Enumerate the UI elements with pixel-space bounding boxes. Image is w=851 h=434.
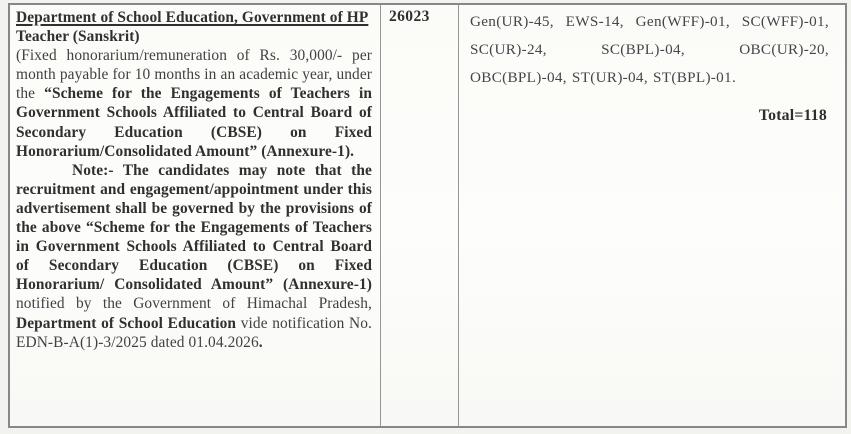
note-department-bold: Department of School Education <box>16 314 237 332</box>
note-paragraph <box>16 161 372 352</box>
note-text-bold: Note:- The candidates may note that the recruitment and engagement/appointment under this advertisement shall be governed by the provisions of the above “Scheme for the Engagements of Teachers in Government Schools Affiliated to Central Board of Secondary Education (CBSE) on Fixed Honorarium/ Consolidated Amount” (Annexure-1) <box>16 161 372 294</box>
department-heading <box>16 8 372 27</box>
post-details-cell <box>10 5 381 426</box>
post-code-cell <box>381 5 459 426</box>
total-posts: Total=118 <box>758 107 827 124</box>
department-heading-text: Department of School Education, Government of HP <box>16 9 369 26</box>
scheme-name-bold: “Scheme for the Engagements of Teachers in Government Schools Affiliated to Central Board of Secondary Education (CBSE) on Fixed Honorarium/Consolidated Amount” (Annexure-1). <box>16 85 372 160</box>
post-title-text: Teacher (Sanskrit) <box>16 28 140 46</box>
category-breakup-text: Gen(UR)-45, EWS-14, Gen(WFF)-01, SC(WFF)-01, SC(UR)-24, SC(BPL)-04, OBC(UR)-20, OBC(BPL)-04, ST(UR)-04, ST(BPL)-01. <box>470 13 829 86</box>
category-breakup-cell <box>459 5 845 426</box>
post-title <box>16 27 372 46</box>
honorarium-text-normal: (Fixed honorarium/remuneration of Rs. 30,000/- per month payable for 10 months in an academic year, under the <box>16 47 372 103</box>
note-text-normal-1: notified by the Government of Himachal Pradesh, <box>16 295 372 313</box>
post-code: 26023 <box>389 8 430 25</box>
advertisement-table-row <box>8 3 847 428</box>
note-text-normal-2: vide notification No. EDN-B-A(1)-3/2025 dated 01.04.2026 <box>16 314 372 351</box>
note-end-period: . <box>258 333 263 351</box>
honorarium-paragraph <box>16 46 372 161</box>
